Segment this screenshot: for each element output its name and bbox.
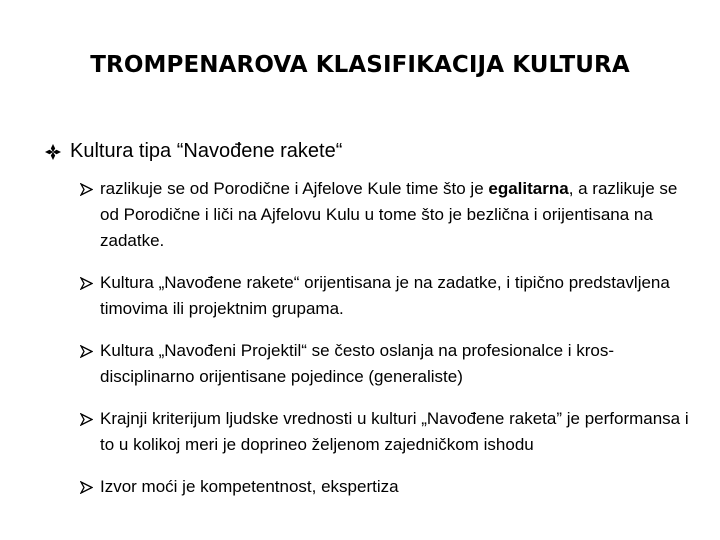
emphasis-text: egalitarna — [488, 179, 569, 198]
sub-bullet-list — [80, 176, 690, 516]
sub-bullet-text-part: , a razlikuje se od Porodične i liči na Ajfelovu Kulu u tome što je bezlična i orijentisana na zadatke. — [100, 179, 678, 250]
diamond-bullet-icon — [44, 143, 62, 161]
sub-bullet-text: Krajnji kriterijum ljudske vrednosti u kulturi „Navođene raketa” je performansa i to u kolikoj meri je doprineo željenom zajedničkom ishodu — [100, 409, 689, 454]
slide-title: TROMPENAROVA KLASIFIKACIJA KULTURA — [90, 52, 630, 78]
sub-bullet-text: Kultura „Navođeni Projektil“ se često oslanja na profesionalce i kros-disciplinarno orijentisane pojedince (generaliste) — [100, 341, 615, 386]
arrow-bullet-icon — [80, 176, 100, 202]
sub-bullet-item — [80, 406, 690, 458]
main-bullet — [44, 140, 342, 163]
sub-bullet-item — [80, 474, 690, 500]
arrow-bullet-icon — [80, 474, 100, 500]
sub-bullet-item — [80, 270, 690, 322]
arrow-bullet-icon — [80, 406, 100, 432]
arrow-bullet-icon — [80, 270, 100, 296]
sub-bullet-text-part: razlikuje se od Porodične i Ajfelove Kule time što je — [100, 179, 489, 198]
sub-bullet-item — [80, 338, 690, 390]
main-bullet-text: Kultura tipa “Navođene rakete“ — [70, 140, 343, 162]
sub-bullet-item — [80, 176, 690, 254]
sub-bullet-text: Kultura „Navođene rakete“ orijentisana je na zadatke, i tipično predstavljena timovima ili projektnim grupama. — [100, 273, 670, 318]
arrow-bullet-icon — [80, 338, 100, 364]
sub-bullet-text: Izvor moći je kompetentnost, ekspertiza — [100, 477, 399, 496]
sub-bullet-text — [100, 176, 690, 254]
